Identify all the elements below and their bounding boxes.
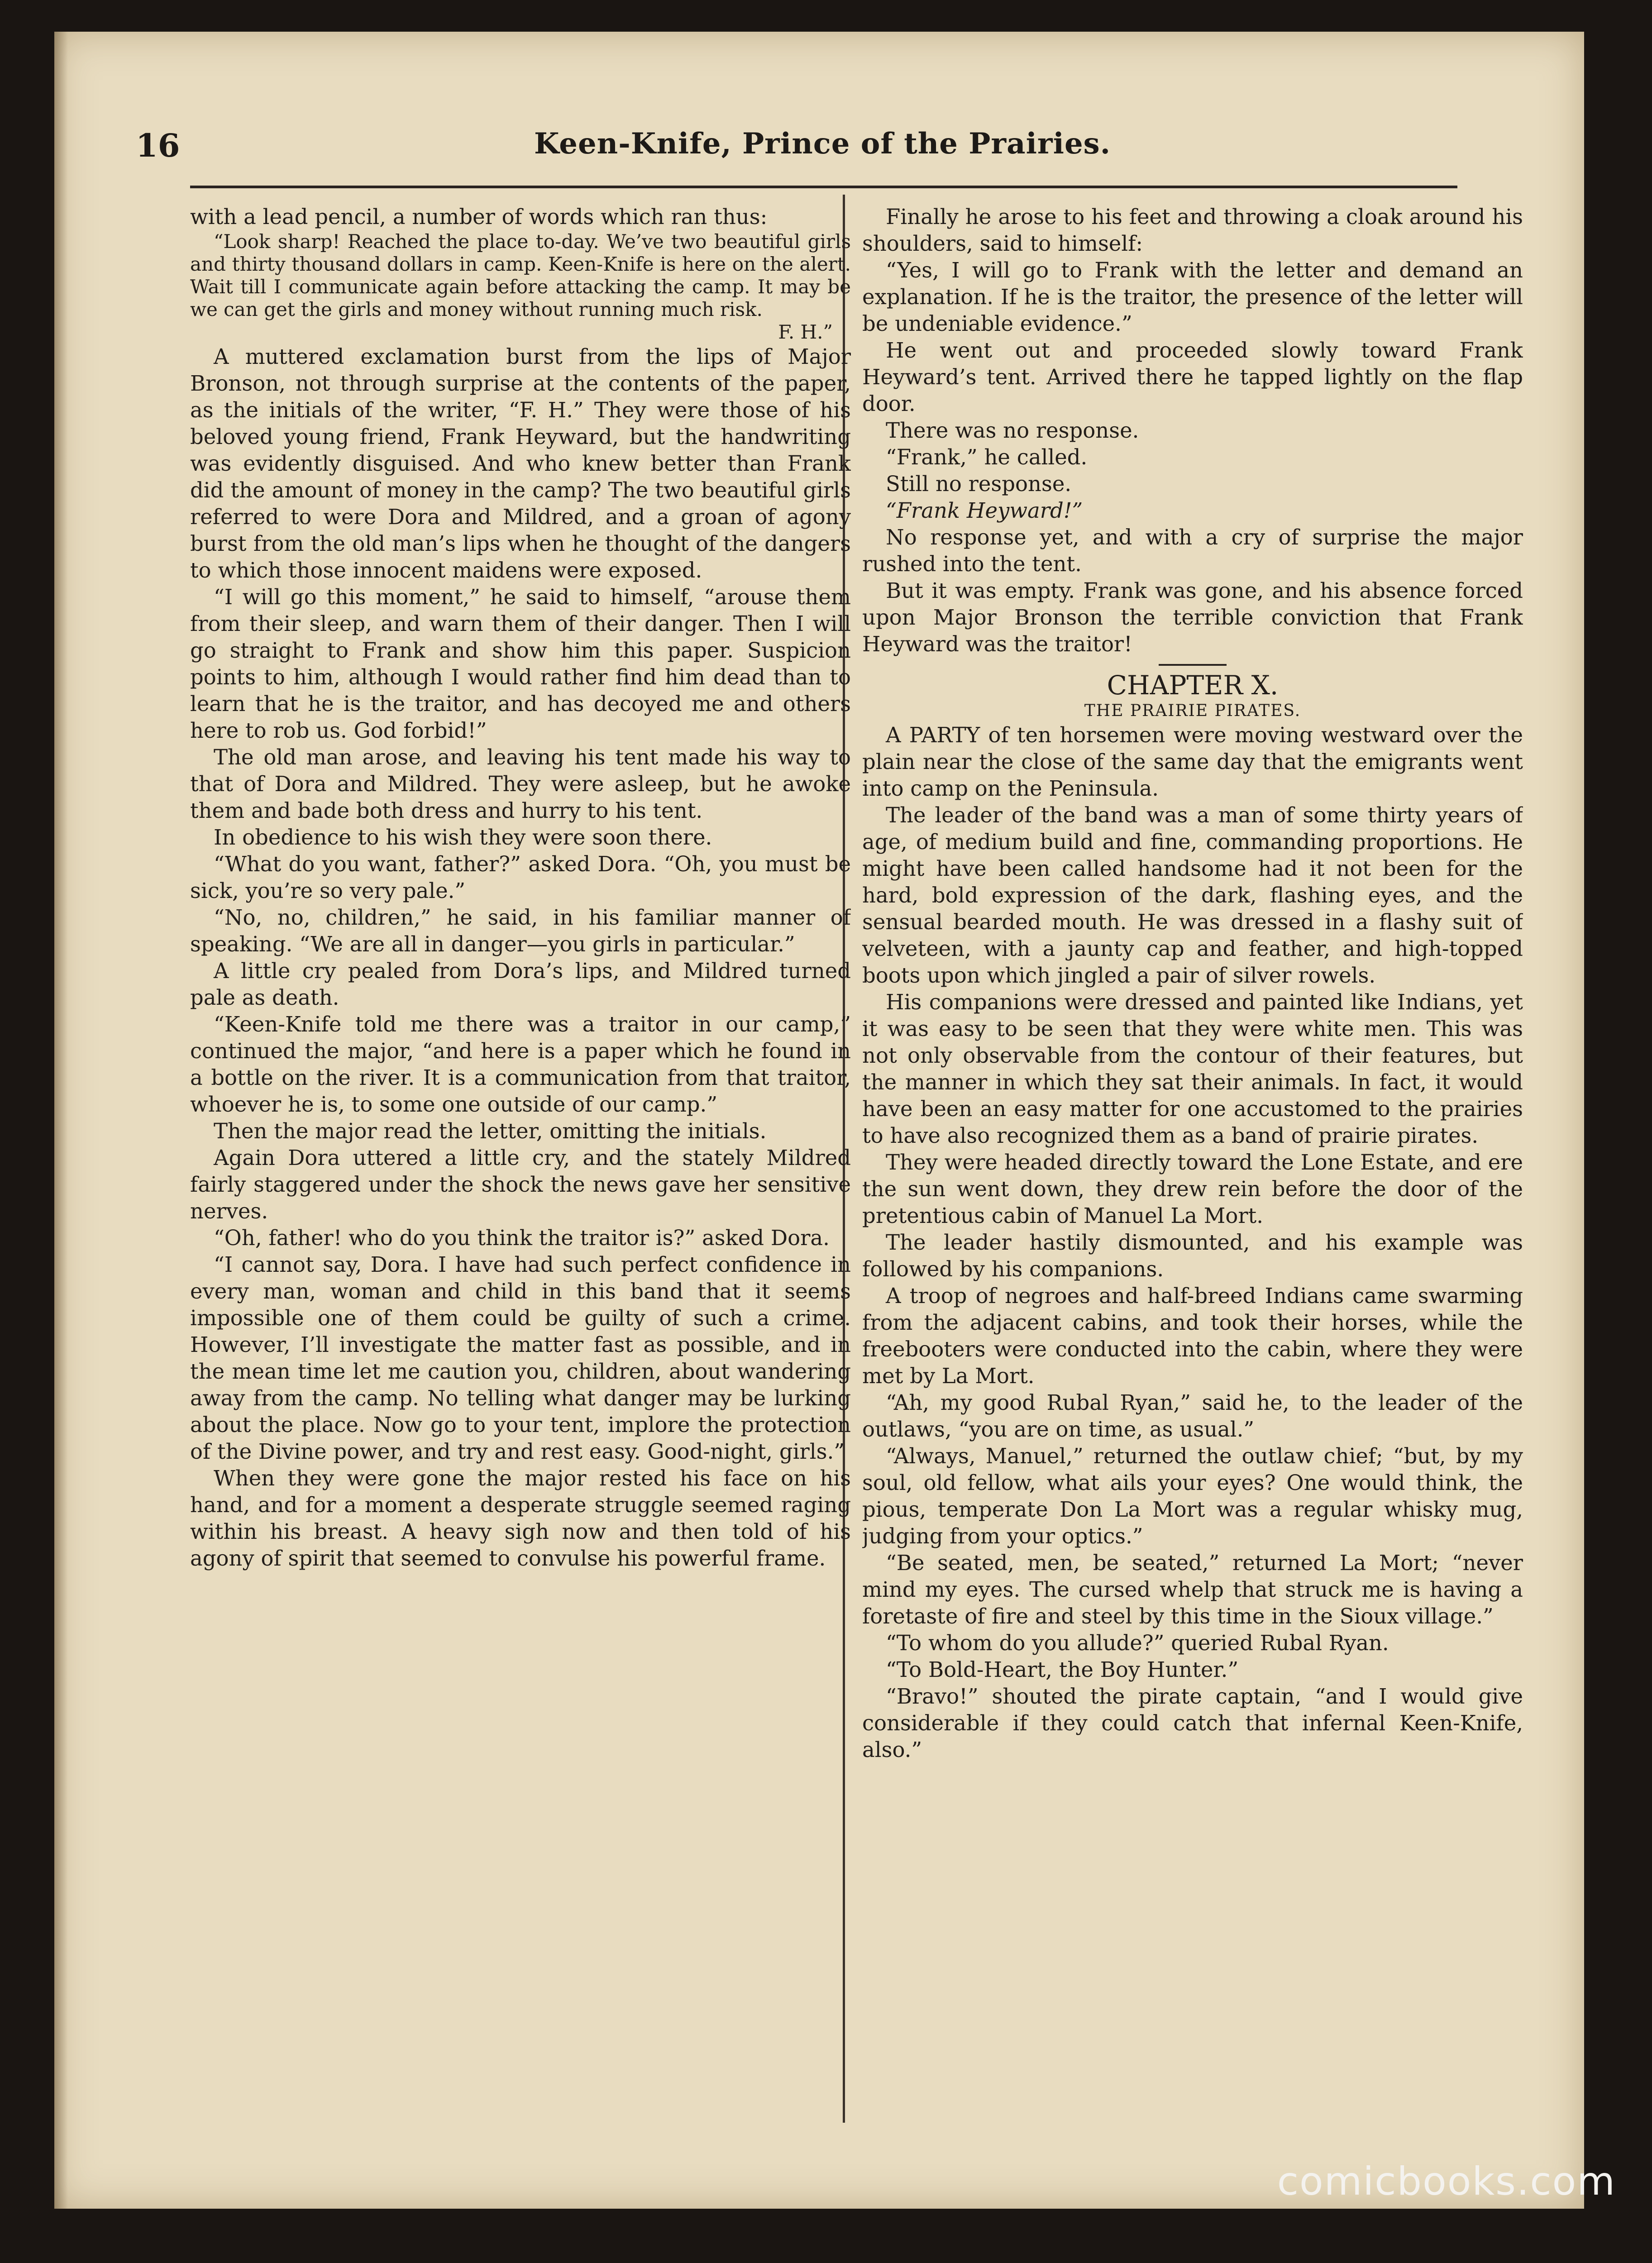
paragraph: “Yes, I will go to Frank with the letter and demand an explanation. If he is the traitor, the presence of the letter will be undeniable evidence.” — [862, 258, 1523, 336]
paragraph: “To whom do you allude?” queried Rubal Ryan. — [886, 1631, 1389, 1655]
chapter-subtitle: THE PRAIRIE PIRATES. — [1084, 702, 1301, 720]
watermark: comicbooks.com — [1277, 2159, 1616, 2204]
paragraph: There was no response. — [886, 418, 1139, 443]
letter-text: “Look sharp! Reached the place to-day. We’ve two beautiful girls and thirty thousand dollars in camp. Keen-Knife is here on the alert. Wait till I communicate again before attacking the camp. It may be we can get the girls and money without running much risk. — [190, 230, 851, 320]
paragraph: No response yet, and with a cry of surprise the major rushed into the tent. — [862, 525, 1523, 576]
paragraph: A troop of negroes and half-breed Indians came swarming from the adjacent cabins, and took their horses, while the freebooters were conducted into the cabin, where they were met by La Mort. — [862, 1284, 1523, 1388]
paragraph: “What do you want, father?” asked Dora. “Oh, you must be sick, you’re so very pale.” — [190, 852, 851, 903]
paragraph: Then the major read the letter, omitting the initials. — [214, 1119, 767, 1143]
paragraph: “Always, Manuel,” returned the outlaw chief; “but, by my soul, old fellow, what ails your eyes? One would think, the pious, temperate Don La Mort was a regular whisky mug, judging from your optics.” — [862, 1444, 1523, 1548]
right-column — [862, 204, 1523, 2141]
page-binding-shadow — [54, 32, 68, 2209]
paragraph: “Bravo!” shouted the pirate captain, “and I would give considerable if they could catch that infernal Keen-Knife, also.” — [862, 1684, 1523, 1762]
paragraph: “Keen-Knife told me there was a traitor in our camp,” continued the major, “and here is a paper which he found in a bottle on the river. It is a communication from that traitor, whoever he is, to some one outside of our camp.” — [190, 1012, 851, 1117]
paragraph: with a lead pencil, a number of words which ran thus: — [190, 205, 768, 229]
paragraph: “To Bold-Heart, the Boy Hunter.” — [886, 1657, 1239, 1682]
paragraph: But it was empty. Frank was gone, and his absence forced upon Major Bronson the terrible conviction that Frank Heyward was the traitor! — [862, 578, 1523, 656]
paragraph: “I cannot say, Dora. I have had such perfect confidence in every man, woman and child in this band that it seems impossible one of them could be guilty of such a crime. However, I’ll investigate the matter fast as possible, and in the mean time let me caution you, children, about wandering away from the camp. No telling what danger may be lurking about the place. Now go to your tent, implore the protection of the Divine power, and try and rest easy. Good-night, girls.” — [190, 1252, 851, 1464]
paragraph: In obedience to his wish they were soon there. — [214, 825, 712, 850]
paragraph: “No, no, children,” he said, in his familiar manner of speaking. “We are all in danger—you girls in particular.” — [190, 905, 851, 956]
paragraph: A PARTY of ten horsemen were moving westward over the plain near the close of the same day that the emigrants went into camp on the Peninsula. — [862, 723, 1523, 801]
paragraph: “I will go this moment,” he said to himself, “arouse them from their sleep, and warn them of their danger. Then I will go straight to Frank and show him this paper. Suspicion points to him, although I would rather find him dead than to learn that he is the traitor, and has decoyed me and others here to rob us. God forbid!” — [190, 585, 851, 743]
paragraph: “Oh, father! who do you think the traitor is?” asked Dora. — [214, 1226, 830, 1250]
page-number: 16 — [136, 127, 180, 164]
paragraph: Still no response. — [886, 472, 1072, 496]
running-title: Keen-Knife, Prince of the Prairies. — [534, 127, 1111, 161]
paragraph: “Be seated, men, be seated,” returned La Mort; “never mind my eyes. The cursed whelp that struck me is having a foretaste of fire and steel by this time in the Sioux village.” — [862, 1551, 1523, 1628]
chapter-rule — [1159, 664, 1227, 666]
paragraph: When they were gone the major rested his face on his hand, and for a moment a desperate struggle seemed raging within his breast. A heavy sigh now and then told of his agony of spirit that seemed to convulse his powerful frame. — [190, 1466, 851, 1571]
page-header — [136, 122, 1494, 177]
paragraph: The old man arose, and leaving his tent made his way to that of Dora and Mildred. They were asleep, but he awoke them and bade both dress and hurry to his tent. — [190, 745, 851, 823]
paragraph: “Frank Heyward!” — [886, 498, 1083, 523]
paragraph: The leader hastily dismounted, and his example was followed by his companions. — [862, 1230, 1523, 1281]
letter-signature-line — [190, 321, 851, 344]
paragraph: Again Dora uttered a little cry, and the stately Mildred fairly staggered under the shock the news gave her sensitive nerves. — [190, 1146, 851, 1223]
paragraph: “Ah, my good Rubal Ryan,” said he, to the leader of the outlaws, “you are on time, as usual.” — [862, 1390, 1523, 1442]
header-rule — [190, 186, 1457, 188]
chapter-title: CHAPTER X. — [1107, 670, 1279, 701]
paragraph: He went out and proceeded slowly toward Frank Heyward’s tent. Arrived there he tapped lightly on the flap door. — [862, 338, 1523, 416]
letter-signature: F. H.” — [778, 321, 833, 343]
paragraph: The leader of the band was a man of some thirty years of age, of medium build and fine, commanding proportions. He might have been called handsome had it not been for the hard, bold expression of the dark, flashing eyes, and the sensual bearded mouth. He was dressed in a flashy suit of velveteen, with a jaunty cap and feather, and high-topped boots upon which jingled a pair of silver rowels. — [862, 803, 1523, 988]
paragraph: His companions were dressed and painted like Indians, yet it was easy to be seen that they were white men. This was not only observable from the contour of their features, but the manner in which they sat their animals. In fact, it would have been an easy matter for one accustomed to the prairies to have also recognized them as a band of prairie pirates. — [862, 990, 1523, 1148]
paragraph: “Frank,” he called. — [886, 445, 1088, 469]
paragraph: Finally he arose to his feet and throwing a cloak around his shoulders, said to himself: — [862, 205, 1523, 256]
paragraph: A muttered exclamation burst from the lips of Major Bronson, not through surprise at the contents of the paper, as the initials of the writer, “F. H.” They were those of his beloved young friend, Frank Heyward, but the handwriting was evidently disguised. And who knew better than Frank did the amount of money in the camp? The two beautiful girls referred to were Dora and Mildred, and a groan of agony burst from the old man’s lips when he thought of the dangers to which those innocent maidens were exposed. — [190, 344, 851, 582]
paragraph: A little cry pealed from Dora’s lips, and Mildred turned pale as death. — [190, 959, 851, 1010]
paragraph: They were headed directly toward the Lone Estate, and ere the sun went down, they drew rein before the door of the pretentious cabin of Manuel La Mort. — [862, 1150, 1523, 1228]
left-column — [190, 204, 851, 2141]
